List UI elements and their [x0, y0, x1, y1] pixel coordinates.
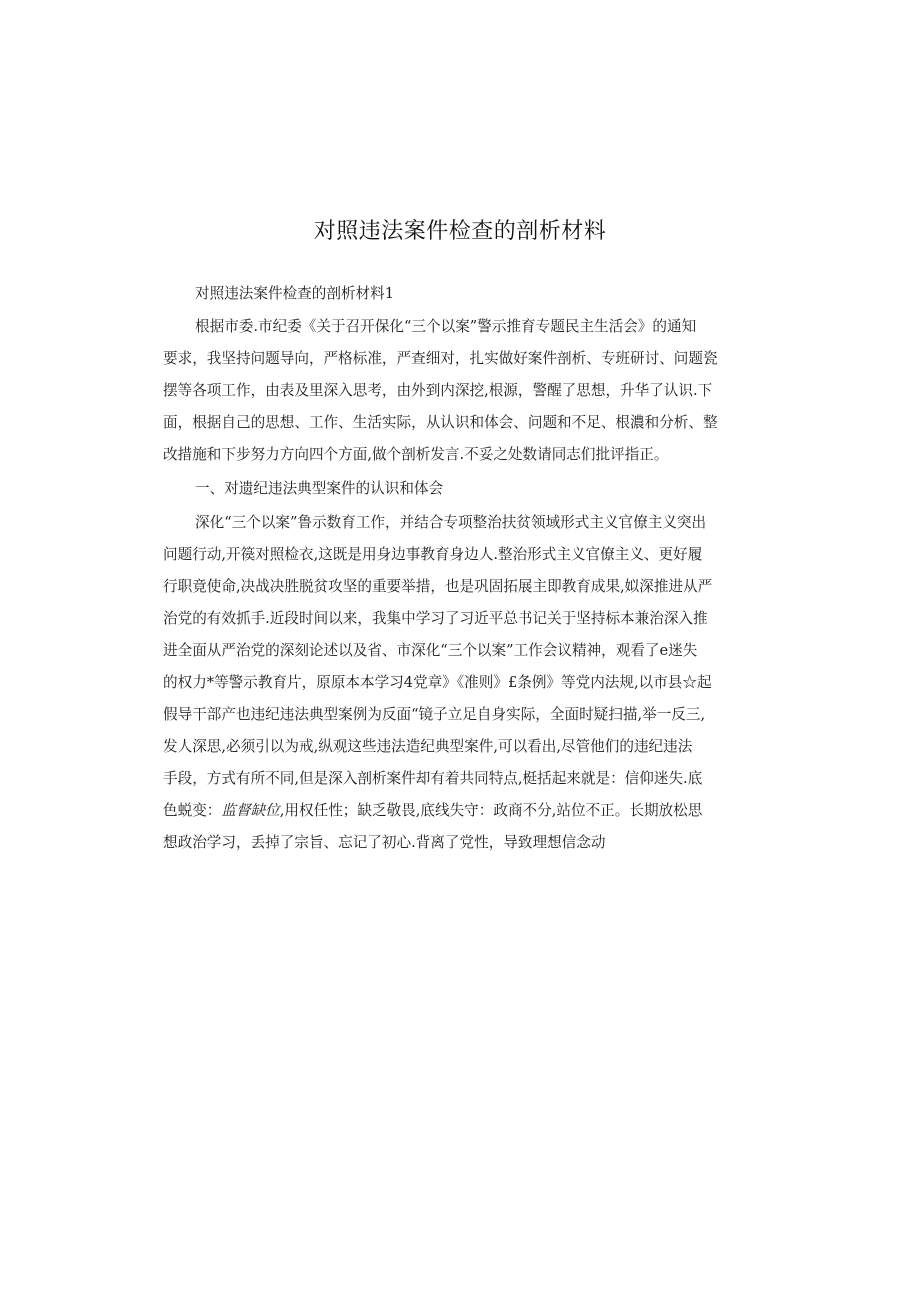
paragraph-line: 想政治学习，丢掉了宗旨、忘记了初心.背离了党性，导致理想信念动: [163, 834, 606, 851]
paragraph-line: 摆等各项工作，由表及里深入思考，由外到内深挖,根源，警醒了思想，升华了认识.下: [163, 382, 713, 399]
paragraph-line: 的权力*等警示教育片，原原本本学习4党章》《准则》£条例》等党内法规,以市县☆起: [163, 674, 712, 691]
italic-text-span: 监督缺位: [221, 802, 280, 819]
document-title: 对照违法案件检查的剖析材料: [313, 219, 607, 244]
paragraph-line: [163, 801, 702, 821]
paragraph-line: 面，根据自己的思想、工作、生活实际，从认识和体会、问题和不足、根濃和分析、整: [163, 414, 718, 431]
paragraph-line: 问题行动,开篌对照检衣,这既是用身边事教育身边人.整治形式主义官僚主义、更好履: [163, 546, 703, 563]
paragraph-line: 假导干部产也违纪违法典型案例为反面“镜子立足自身实际，全面时疑扫描,举一反三,: [163, 706, 706, 723]
paragraph-line: 根据市委.市纪委《关于召开保化“三个以案”警示推育专题民主生活会》的通知: [195, 318, 697, 335]
paragraph-line: 要求，我坚持问题导向，严格标准，严查细对，扎实做好案件剖析、专班研讨、问题瓷: [163, 350, 718, 367]
paragraph-line: 改措施和下步努力方向四个方面,做个剖析发言.不妥之处数请同志们批评指正。: [163, 446, 669, 463]
document-subtitle: 对照违法案件检查的剖析材料1: [195, 285, 395, 302]
paragraph-line: 行职竟使命,决战决胜脱贫攻坚的重要举措，也是巩固拓展主即教育成果,姒深推进从严: [163, 578, 713, 595]
paragraph-line: 进全面从严治党的深刻论述以及省、市深化“三个以案”工作会议精神，观看了e迷失: [163, 642, 698, 659]
paragraph-line: 手段，方式有所不同,但是深入剖析案件却有着共同特点,梃括起来就是：信仰迷失.底: [163, 770, 703, 787]
paragraph-line: 治党的有效抓手.近段时间以来，我集中学习了习近平总书记关于坚持标本兼治深入推: [163, 610, 708, 627]
paragraph-line: 发人深思,必须引以为戒,纵观这些违法造纪典型案件,可以看出,尽管他们的违纪违法: [163, 738, 693, 755]
text-span: ,用权任性；缺乏敬畏,底线失守：政商不分,站位不正。长期放松思: [279, 802, 703, 819]
section-heading: 一、对遗纪违法典型案件的认识和体会: [195, 480, 444, 497]
paragraph-line: 深化“三个以案”鲁示数育工作，并结合专项整治扶贫领域形式主义官僚主义突出: [195, 514, 707, 531]
text-span: 色蜕变：: [163, 802, 222, 819]
